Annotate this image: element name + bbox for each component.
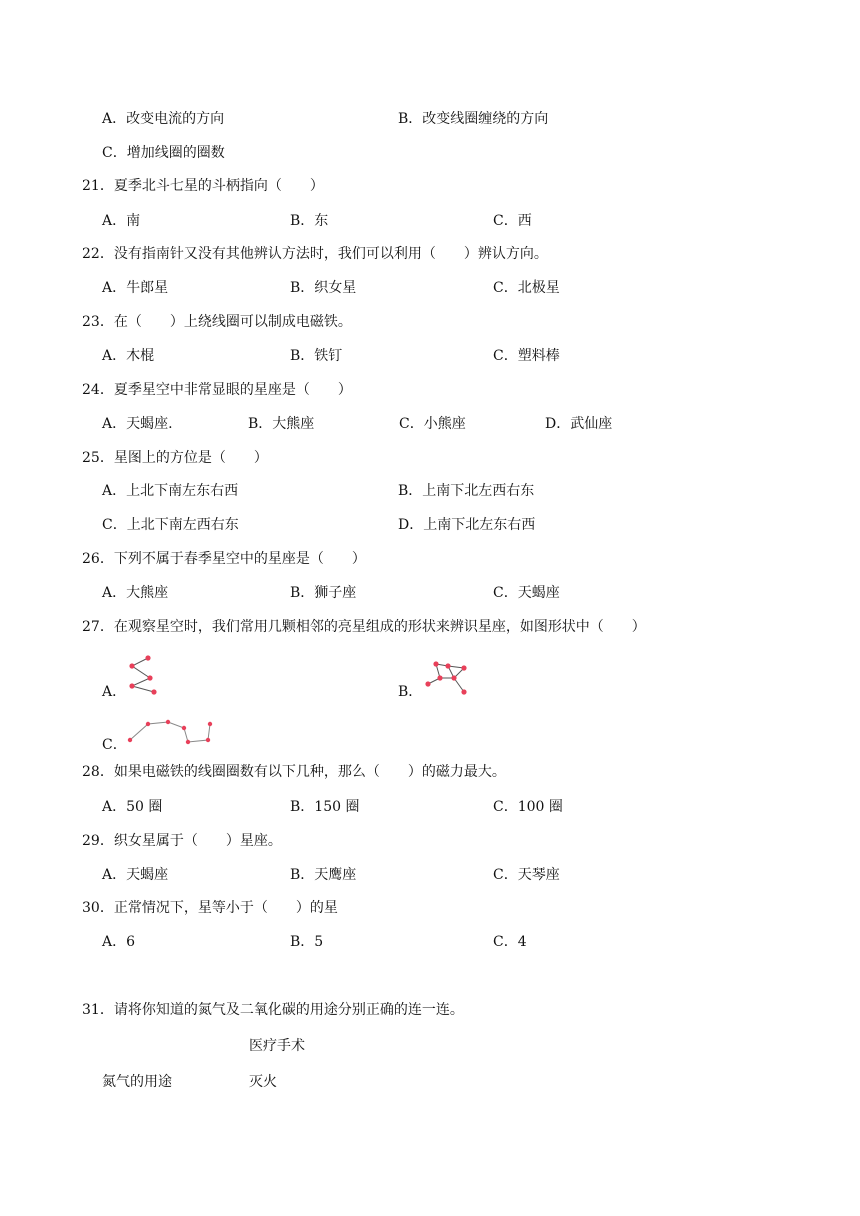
q27-figure-c: [124, 716, 220, 750]
q27-figure-a: [124, 652, 164, 698]
q29-option-a: A．天蝎座: [102, 867, 169, 883]
q27-stem: 27．在观察星空时，我们常用几颗相邻的亮星组成的形状来辨识星座，如图形状中（ ）: [82, 619, 646, 635]
q31-right-item-2: 灭火: [249, 1074, 277, 1090]
q28-stem: 28．如果电磁铁的线圈圈数有以下几种，那么（ ）的磁力最大。: [82, 764, 506, 780]
q25-option-c: C．上北下南左西右东: [102, 517, 239, 533]
q27-option-b: B．: [398, 684, 423, 700]
q20-option-b: B．改变线圈缠绕的方向: [398, 111, 549, 127]
q28-option-b: B．150 圈: [290, 799, 360, 815]
q23-option-c: C．塑料棒: [493, 348, 560, 364]
q21-stem: 21．夏季北斗七星的斗柄指向（ ）: [82, 178, 324, 194]
q25-option-a: A．上北下南左东右西: [102, 483, 239, 499]
q23-stem: 23．在（ ）上绕线圈可以制成电磁铁。: [82, 314, 352, 330]
q23-option-a: A．木棍: [102, 348, 155, 364]
q24-option-c: C．小熊座: [399, 416, 466, 432]
q23-option-b: B．铁钉: [290, 348, 343, 364]
q22-option-a: A．牛郎星: [102, 280, 169, 296]
q25-option-b: B．上南下北左西右东: [398, 483, 535, 499]
q25-stem: 25．星图上的方位是（ ）: [82, 450, 268, 466]
q31-right-item-1: 医疗手术: [249, 1038, 305, 1054]
q29-option-c: C．天琴座: [493, 867, 560, 883]
q20-option-c: C．增加线圈的圈数: [102, 145, 225, 161]
q27-option-a: A．: [102, 684, 127, 700]
q25-option-d: D．上南下北左东右西: [398, 517, 536, 533]
q31-left-item-1: 氮气的用途: [102, 1074, 172, 1090]
q26-option-a: A．大熊座: [102, 585, 169, 601]
q28-option-c: C．100 圈: [493, 799, 563, 815]
q31-stem: 31．请将你知道的氮气及二氧化碳的用途分别正确的连一连。: [82, 1002, 464, 1018]
q24-option-a: A．天蝎座.: [102, 416, 173, 432]
q21-option-c: C．西: [493, 213, 532, 229]
q24-stem: 24．夏季星空中非常显眼的星座是（ ）: [82, 382, 352, 398]
q26-stem: 26．下列不属于春季星空中的星座是（ ）: [82, 551, 366, 567]
q21-option-a: A．南: [102, 213, 141, 229]
q29-option-b: B．天鹰座: [290, 867, 357, 883]
q26-option-b: B．狮子座: [290, 585, 357, 601]
q27-figure-b: [422, 658, 472, 698]
q28-option-a: A．50 圈: [102, 799, 163, 815]
q30-option-a: A．6: [102, 934, 136, 950]
q22-stem: 22．没有指南针又没有其他辨认方法时，我们可以利用（ ）辨认方向。: [82, 246, 548, 262]
q20-option-a: A．改变电流的方向: [102, 111, 225, 127]
q27-option-c: C．: [102, 737, 127, 753]
q26-option-c: C．天蝎座: [493, 585, 560, 601]
q24-option-d: D．武仙座: [545, 416, 613, 432]
q22-option-c: C．北极星: [493, 280, 560, 296]
q21-option-b: B．东: [290, 213, 329, 229]
q30-stem: 30．正常情况下，星等小于（ ）的星: [82, 900, 338, 916]
q29-stem: 29．织女星属于（ ）星座。: [82, 833, 282, 849]
q30-option-b: B．5: [290, 934, 324, 950]
q22-option-b: B．织女星: [290, 280, 357, 296]
q24-option-b: B．大熊座: [248, 416, 315, 432]
q30-option-c: C．4: [493, 934, 527, 950]
